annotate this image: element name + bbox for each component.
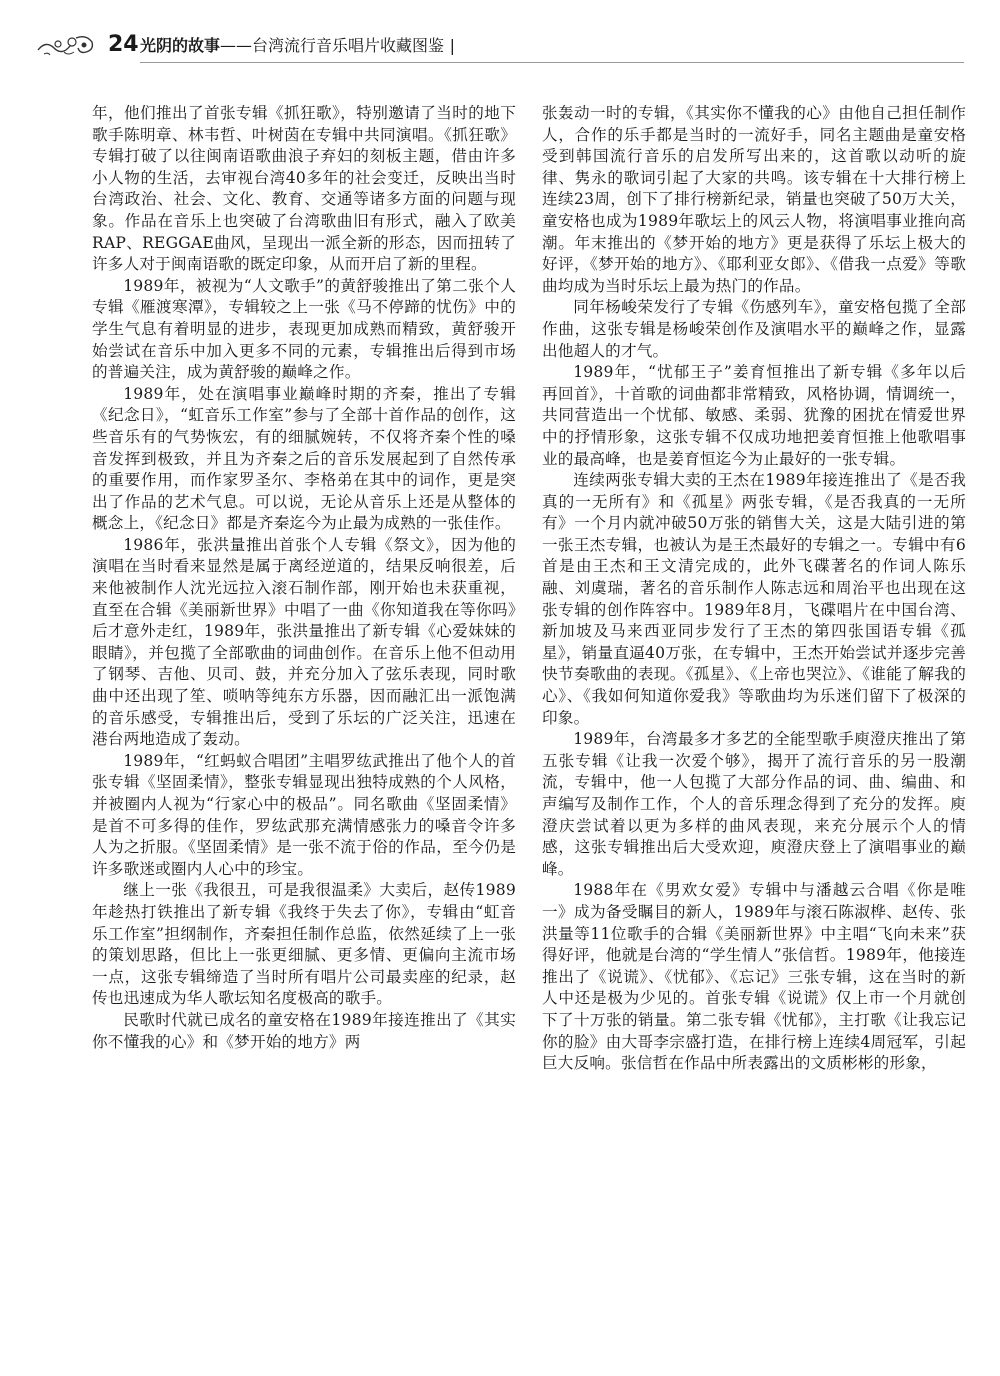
paragraph: 1986年，张洪量推出首张个人专辑《祭文》，因为他的演唱在当时看来显然是属于离经逆道的，结果反响很差，后来他被制作人沈光远拉入滚石制作部，刚开始也未获重视，直至在合辑《美丽新世界》中唱了一曲《你知道我在等你吗》后才意外走红，1989年，张洪量推出了新专辑《心爱妹妹的眼睛》，并包揽了全部歌曲的词曲创作。在音乐上他不但动用了钢琴、吉他、贝司、鼓，并充分加入了弦乐表现，同时歌曲中还出现了笙、唢呐等纯东方乐器，因而融汇出一派饱满的音乐感受，专辑推出后，受到了乐坛的广泛关注，迅速在港台两地造成了轰动。 xyxy=(92,535,516,749)
header-rule xyxy=(140,62,964,63)
floral-ornament-icon xyxy=(36,32,98,58)
paragraph: 1989年，被视为“人文歌手”的黄舒骏推出了第二张个人专辑《雁渡寒潭》，专辑较之上一张《马不停蹄的忧伤》中的学生气息有着明显的进步，表现更加成熟而精致，黄舒骏开始尝试在音乐中加入更多不同的元素，专辑推出后得到市场的普遍关注，成为黄舒骏的巅峰之作。 xyxy=(92,276,516,382)
paragraph: 1989年，“红蚂蚁合唱团”主唱罗纮武推出了他个人的首张专辑《坚固柔情》，整张专辑显现出独特成熟的个人风格，并被圈内人视为“行家心中的极品”。同名歌曲《坚固柔情》是首不可多得的佳作，罗纮武那充满情感张力的嗓音令许多人为之折服。《坚固柔情》是一张不流于俗的作品，至今仍是许多歌迷或圈内人心中的珍宝。 xyxy=(92,751,516,878)
paragraph: 年，他们推出了首张专辑《抓狂歌》，特别邀请了当时的地下歌手陈明章、林韦哲、叶树茵在专辑中共同演唱。《抓狂歌》专辑打破了以往闽南语歌曲浪子弃妇的刻板主题，借由许多小人物的生活，去审视台湾40多年的社会变迁，反映出当时台湾政治、社会、文化、教育、交通等诸多方面的问题与现象。作品在音乐上也突破了台湾歌曲旧有形式，融入了欧美RAP、REGGAE曲风，呈现出一派全新的形态，因而扭转了许多人对于闽南语歌的既定印象，从而开启了新的里程。 xyxy=(92,104,516,274)
paragraph: 1989年，台湾最多才多艺的全能型歌手庾澄庆推出了第五张专辑《让我一次爱个够》，揭开了流行音乐的另一股潮流，专辑中，他一人包揽了大部分作品的词、曲、编曲、和声编写及制作工作，个人的音乐理念得到了充分的发挥。庾澄庆尝试着以更为多样的曲风表现，来充分展示个人的情感，这张专辑推出后大受欢迎，庾澄庆登上了演唱事业的巅峰。 xyxy=(542,730,966,878)
running-title xyxy=(140,35,455,57)
book-subtitle: ——台湾流行音乐唱片收藏图鉴 xyxy=(220,36,445,55)
paragraph: 1988年在《男欢女爱》专辑中与潘越云合唱《你是唯一》成为备受瞩目的新人，1989年与滚石陈淑桦、赵传、张洪量等11位歌手的合辑《美丽新世界》中主唱“飞向未来”获得好评，他就是台湾的“学生情人”张信哲。1989年，他接连推出了《说谎》、《忧郁》、《忘记》三张专辑，这在当时的新人中还是极为少见的。首张专辑《说谎》仅上市一个月就创下了十万张的销量。第二张专辑《忧郁》，主打歌《让我忘记你的脸》由大哥李宗盛打造，在排行榜上连续4周冠军，引起巨大反响。张信哲在作品中所表露出的文质彬彬的形象， xyxy=(542,881,966,1073)
paragraph: 1989年，处在演唱事业巅峰时期的齐秦，推出了专辑《纪念日》，“虹音乐工作室”参与了全部十首作品的创作，这些音乐有的气势恢宏，有的细腻婉转，不仅将齐秦个性的嗓音发挥到极致，并且为齐秦之后的音乐发展起到了自然传承的重要作用，而作家罗圣尔、李格弟在其中的词作，更是突出了作品的艺术气息。可以说，无论从音乐上还是从整体的概念上，《纪念日》都是齐秦迄今为止最为成熟的一张佳作。 xyxy=(92,384,516,533)
paragraph: 连续两张专辑大卖的王杰在1989年接连推出了《是否我真的一无所有》和《孤星》两张专辑，《是否我真的一无所有》一个月内就冲破50万张的销售大关，这是大陆引进的第一张王杰专辑，也被认为是王杰最好的专辑之一。专辑中有6首是由王杰和王文清完成的，此外飞碟著名的作词人陈乐融、刘虞瑞，著名的音乐制作人陈志远和周治平也出现在这张专辑的创作阵容中。1989年8月，飞碟唱片在中国台湾、新加坡及马来西亚同步发行了王杰的第四张国语专辑《孤星》，销量直逼40万张，在专辑中，王杰开始尝试并逐步完善快节奏歌曲的表现。《孤星》、《上帝也哭泣》、《谁能了解我的心》、《我如何知道你爱我》等歌曲均为乐迷们留下了极深的印象。 xyxy=(542,471,966,727)
paragraph: 1989年，“忧郁王子”姜育恒推出了新专辑《多年以后 再回首》，十首歌的词曲都非常精致，风格协调，情调统一，共同营造出一个忧郁、敏感、柔弱、犹豫的困扰在情爱世界中的抒情形象，这张专辑不仅成功地把姜育恒推上他歌唱事业的最高峰，也是姜育恒迄今为止最好的一张专辑。 xyxy=(542,363,982,468)
header-divider: | xyxy=(449,36,455,55)
page-header xyxy=(36,26,964,66)
book-title: 光阴的故事 xyxy=(140,36,221,55)
left-column xyxy=(92,103,516,1053)
paragraph: 继上一张《我很丑，可是我很温柔》大卖后，赵传1989年趁热打铁推出了新专辑《我终于失去了你》，专辑由“虹音乐工作室”担纲制作，齐秦担任制作总监，依然延续了上一张的策划思路，但比上一张更细腻、更多情、更偏向主流市场一点，这张专辑缔造了当时所有唱片公司最卖座的纪录，赵传也迅速成为华人歌坛知名度极高的歌手。 xyxy=(92,881,516,1008)
paragraph: 张轰动一时的专辑，《其实你不懂我的心》由他自己担任制作人，合作的乐手都是当时的一流好手，同名主题曲是童安格受到韩国流行音乐的启发所写出来的，这首歌以动听的旋律、隽永的歌词引起了大家的共鸣。该专辑在十大排行榜上连续23周，创下了排行榜新纪录，销量也突破了50万大关，童安格也成为1989年歌坛上的风云人物，将演唱事业推向高潮。年末推出的《梦开始的地方》更是获得了乐坛上极大的好评，《梦开始的地方》、《耶利亚女郎》、《借我一点爱》等歌曲均成为当时乐坛上最为热门的作品。 xyxy=(542,104,966,295)
right-column xyxy=(542,103,982,1075)
paragraph: 民歌时代就已成名的童安格在1989年接连推出了《其实你不懂我的心》和《梦开始的地方》两 xyxy=(92,1010,516,1051)
paragraph: 同年杨峻荣发行了专辑《伤感列车》，童安格包揽了全部作曲，这张专辑是杨峻荣创作及演唱水平的巅峰之作，显露出他超人的才气。 xyxy=(542,298,966,360)
page-number: 24 xyxy=(108,32,139,57)
